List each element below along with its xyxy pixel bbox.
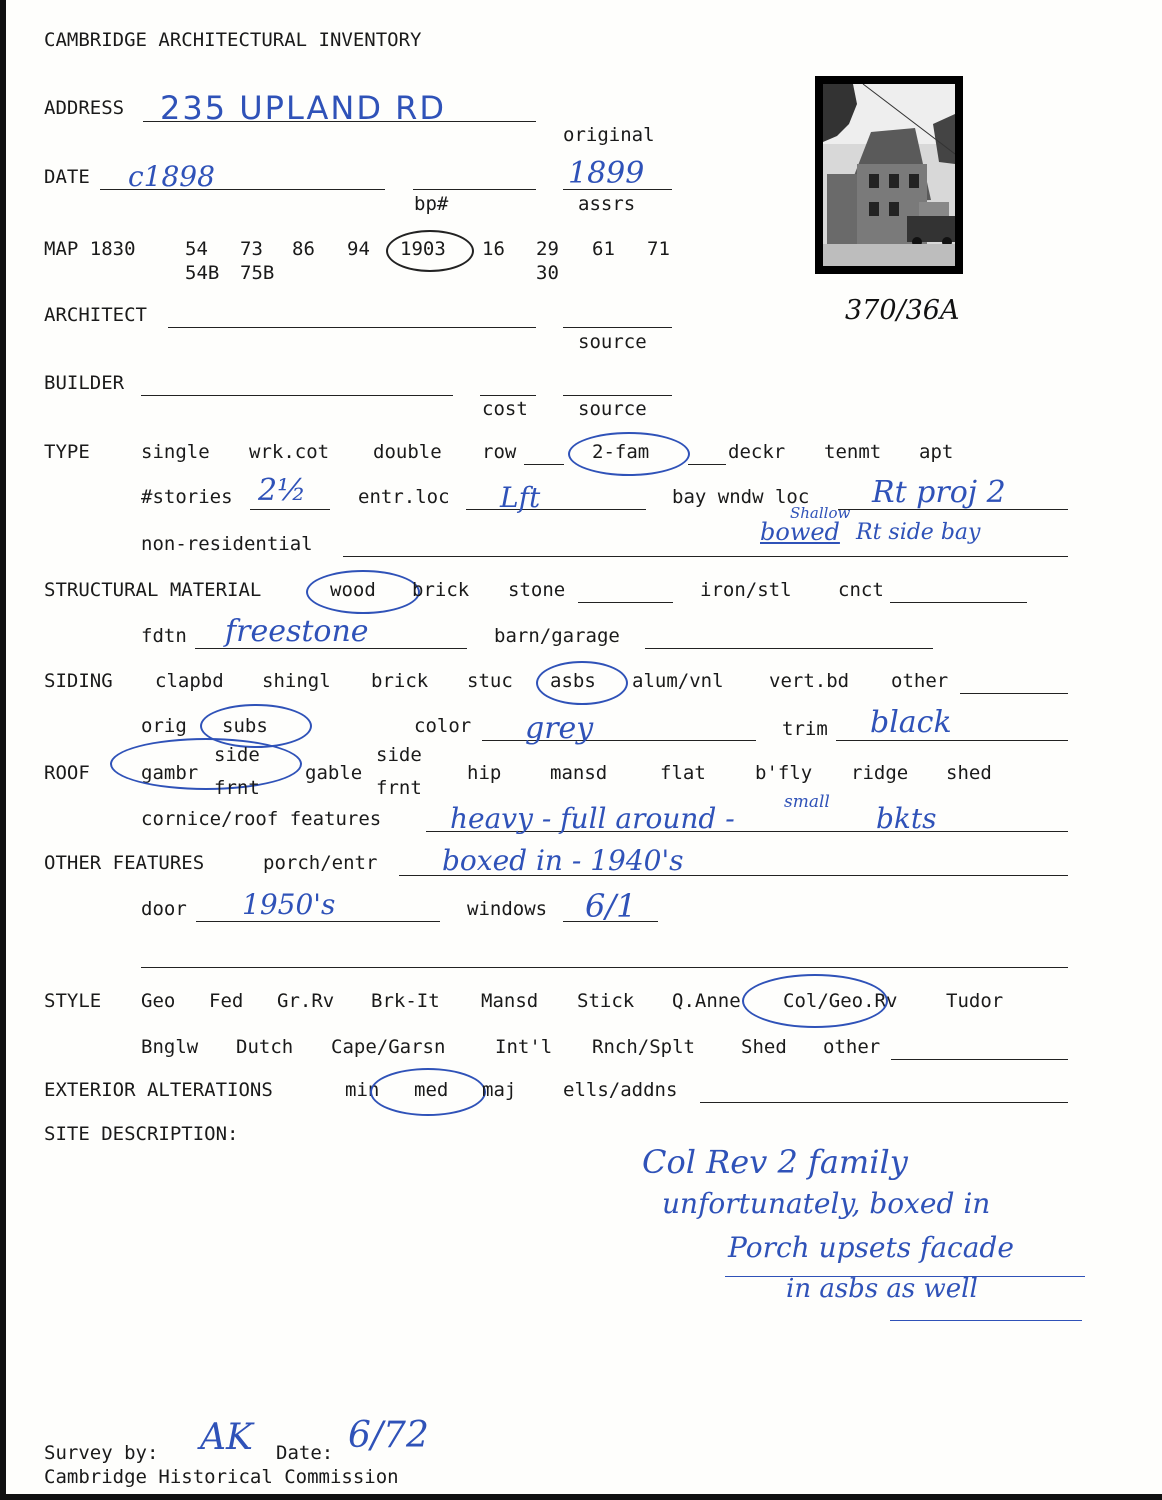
structural-option: iron/stl xyxy=(700,579,792,601)
style-option: Rnch/Splt xyxy=(592,1036,695,1058)
type-option: deckr xyxy=(728,441,786,463)
site-line-4: in asbs as well xyxy=(786,1274,978,1304)
style-option: Col/Geo.Rv xyxy=(783,990,898,1012)
style-option: Q.Anne xyxy=(672,990,741,1012)
entr-loc-line xyxy=(466,509,646,510)
cnct-line xyxy=(890,602,1027,603)
roof-side-1: side xyxy=(214,744,260,766)
exterior-option: med xyxy=(414,1079,449,1101)
roof-side-2: side xyxy=(376,744,422,766)
map-1903-circle xyxy=(386,230,474,272)
two-fam-line xyxy=(688,464,726,465)
porch-value: boxed in - 1940's xyxy=(442,844,684,877)
entr-loc-label: entr.loc xyxy=(358,486,450,508)
roof-option: ridge xyxy=(851,762,909,784)
door-line xyxy=(196,921,440,922)
asbs-circle xyxy=(536,661,628,705)
type-option: apt xyxy=(919,441,954,463)
address-label: ADDRESS xyxy=(44,97,125,119)
barn-garage-line xyxy=(645,648,933,649)
roof-option: hip xyxy=(467,762,502,784)
survey-by-value: AK xyxy=(200,1417,253,1458)
map-year: 54 xyxy=(185,238,208,260)
map-year: 73 xyxy=(240,238,263,260)
two-fam-circle xyxy=(568,432,690,476)
survey-date-value: 6/72 xyxy=(348,1415,429,1456)
site-line-1: Col Rev 2 family xyxy=(642,1143,908,1181)
scan-edge-left xyxy=(0,0,6,1500)
features-extra-line xyxy=(141,967,1068,968)
siding-label: SIDING xyxy=(44,670,113,692)
map-year: 1903 xyxy=(400,238,446,260)
bp-label: bp# xyxy=(414,193,449,215)
style-option: Int'l xyxy=(495,1036,553,1058)
stories-label: #stories xyxy=(141,486,233,508)
cornice-small: small xyxy=(784,792,830,812)
roof-option: shed xyxy=(946,762,992,784)
wood-circle xyxy=(306,570,420,614)
exterior-option: ells/addns xyxy=(563,1079,678,1101)
siding-option: asbs xyxy=(550,670,596,692)
roof-option: gambr xyxy=(141,762,199,784)
map-year: 94 xyxy=(347,238,370,260)
cornice-label: cornice/roof features xyxy=(141,808,382,830)
roof-option: mansd xyxy=(550,762,608,784)
gambr-side-circle xyxy=(110,738,302,790)
bp-line xyxy=(413,189,536,190)
builder-line xyxy=(141,395,453,396)
site-label: SITE DESCRIPTION: xyxy=(44,1123,239,1145)
architect-source-label: source xyxy=(578,331,647,353)
site-line-2: unfortunately, boxed in xyxy=(662,1187,991,1220)
bay-wndw-loc-value: Rt proj 2 xyxy=(872,475,1006,510)
builder-source-label: source xyxy=(578,398,647,420)
type-option: wrk.cot xyxy=(249,441,330,463)
type-option: tenmt xyxy=(824,441,882,463)
door-label: door xyxy=(141,898,187,920)
style-option: Geo xyxy=(141,990,176,1012)
fdtn-value: freestone xyxy=(225,614,369,649)
non-residential-line xyxy=(343,556,1068,557)
siding-other-line xyxy=(960,693,1068,694)
orig-label: orig xyxy=(141,715,187,737)
siding-option: alum/vnl xyxy=(632,670,724,692)
siding-option: other xyxy=(891,670,949,692)
architect-line xyxy=(168,327,536,328)
style-option: Gr.Rv xyxy=(277,990,335,1012)
survey-by-label: Survey by: xyxy=(44,1442,159,1464)
architect-label: ARCHITECT xyxy=(44,304,147,326)
assrs-value: 1899 xyxy=(568,156,645,191)
type-option: 2-fam xyxy=(592,441,650,463)
fdtn-label: fdtn xyxy=(141,625,187,647)
siding-option: clapbd xyxy=(155,670,224,692)
bay-note-bowed: bowed xyxy=(760,518,840,546)
footer-org: Cambridge Historical Commission xyxy=(44,1466,399,1488)
other-features-label: OTHER FEATURES xyxy=(44,852,205,874)
structural-option: brick xyxy=(412,579,470,601)
map-label: MAP 1830 xyxy=(44,238,136,260)
style-option: Bnglw xyxy=(141,1036,199,1058)
entr-loc-value: Lft xyxy=(500,481,541,514)
roof-frnt-1: frnt xyxy=(214,777,260,799)
style-option: Stick xyxy=(577,990,635,1012)
color-label: color xyxy=(414,715,472,737)
type-option: double xyxy=(373,441,442,463)
roof-option: b'fly xyxy=(755,762,813,784)
subs-label: subs xyxy=(222,715,268,737)
siding-option: vert.bd xyxy=(769,670,850,692)
style-other-line xyxy=(891,1059,1068,1060)
map-sub: 54B xyxy=(185,262,220,284)
style-label: STYLE xyxy=(44,990,102,1012)
bay-note-side: Rt side bay xyxy=(856,520,981,545)
trim-value: black xyxy=(870,705,952,740)
style-option: Shed xyxy=(741,1036,787,1058)
map-year: 29 xyxy=(536,238,559,260)
map-sub: 30 xyxy=(536,262,559,284)
map-year: 86 xyxy=(292,238,315,260)
site-line-3: Porch upsets facade xyxy=(728,1231,1014,1264)
builder-source-line xyxy=(563,395,672,396)
style-option: Cape/Garsn xyxy=(331,1036,446,1058)
stories-line xyxy=(250,509,330,510)
house-photo xyxy=(815,76,963,274)
bay-note-shallow: Shallow xyxy=(790,504,851,522)
builder-label: BUILDER xyxy=(44,372,125,394)
row-line xyxy=(524,464,564,465)
siding-option: brick xyxy=(371,670,429,692)
porch-label: porch/entr xyxy=(263,852,378,874)
type-option: row xyxy=(482,441,517,463)
roof-frnt-2: frnt xyxy=(376,777,422,799)
structural-option: cnct xyxy=(838,579,884,601)
cornice-bkts: bkts xyxy=(876,802,937,835)
type-label: TYPE xyxy=(44,441,90,463)
color-line xyxy=(482,740,756,741)
color-value: grey xyxy=(525,711,594,746)
stories-value: 2½ xyxy=(258,473,307,508)
house-photo-image xyxy=(823,84,955,266)
style-option: Dutch xyxy=(236,1036,294,1058)
exterior-option: maj xyxy=(482,1079,517,1101)
bay-wndw-loc-label: bay wndw loc xyxy=(672,486,810,508)
assrs-label: assrs xyxy=(578,193,636,215)
cost-line xyxy=(480,395,536,396)
map-year: 16 xyxy=(482,238,505,260)
siding-option: shingl xyxy=(262,670,331,692)
type-option: single xyxy=(141,441,210,463)
photo-ref: 370/36A xyxy=(845,295,960,326)
style-option: other xyxy=(823,1036,881,1058)
form-title: CAMBRIDGE ARCHITECTURAL INVENTORY xyxy=(44,29,422,51)
windows-value: 6/1 xyxy=(585,887,637,925)
exterior-label: EXTERIOR ALTERATIONS xyxy=(44,1079,273,1101)
roof-label: ROOF xyxy=(44,762,90,784)
cornice-value: heavy - full around - xyxy=(450,802,735,835)
trim-line xyxy=(836,740,1068,741)
barn-garage-label: barn/garage xyxy=(494,625,620,647)
date-value: c1898 xyxy=(128,160,215,193)
exterior-option: min xyxy=(345,1079,380,1101)
style-option: Brk-It xyxy=(371,990,440,1012)
non-residential-label: non-residential xyxy=(141,533,313,555)
scan-edge-bottom xyxy=(0,1494,1162,1500)
stone-line xyxy=(578,602,673,603)
siding-option: stuc xyxy=(467,670,513,692)
architect-source-line xyxy=(563,327,672,328)
address-value: 235 UPLAND RD xyxy=(160,89,447,127)
ells-addns-line xyxy=(700,1102,1068,1103)
style-option: Fed xyxy=(209,990,244,1012)
map-year: 61 xyxy=(592,238,615,260)
survey-date-label: Date: xyxy=(276,1442,334,1464)
med-circle xyxy=(370,1068,486,1116)
map-sub: 75B xyxy=(240,262,275,284)
site-underline-2 xyxy=(890,1320,1082,1321)
cost-label: cost xyxy=(482,398,528,420)
original-label: original xyxy=(563,124,655,146)
trim-label: trim xyxy=(782,718,828,740)
structural-label: STRUCTURAL MATERIAL xyxy=(44,579,262,601)
map-year: 71 xyxy=(647,238,670,260)
door-value: 1950's xyxy=(242,888,336,921)
structural-option: wood xyxy=(330,579,376,601)
structural-option: stone xyxy=(508,579,566,601)
style-option: Mansd xyxy=(481,990,539,1012)
date-label: DATE xyxy=(44,166,90,188)
windows-label: windows xyxy=(467,898,548,920)
roof-option: flat xyxy=(660,762,706,784)
style-option: Tudor xyxy=(946,990,1004,1012)
col-geo-circle xyxy=(742,974,888,1028)
roof-option: gable xyxy=(305,762,363,784)
